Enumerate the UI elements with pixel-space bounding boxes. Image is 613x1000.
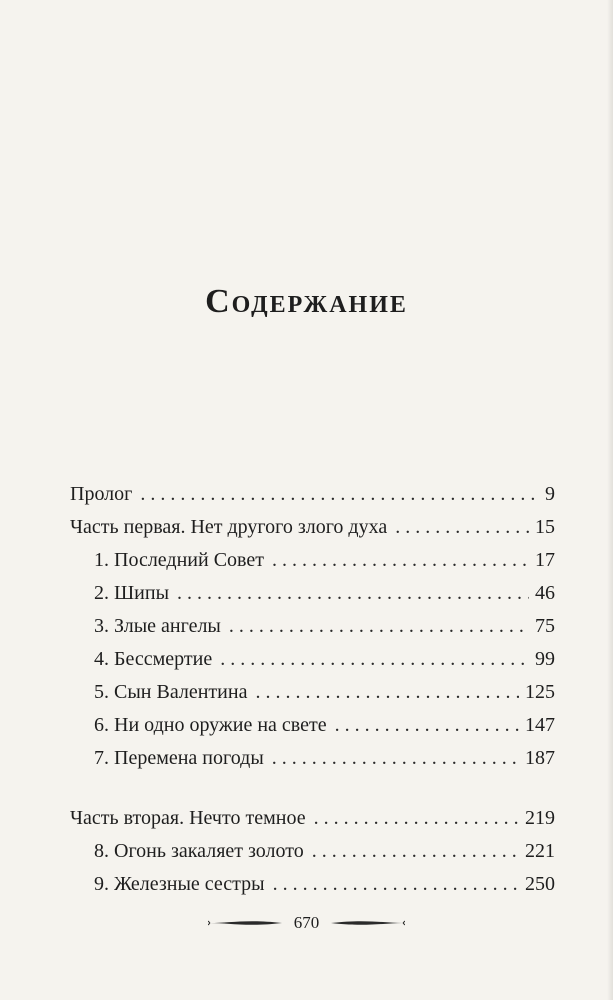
toc-entry-page: 221 [525,840,555,862]
toc-entry-page: 125 [525,681,555,703]
toc-entry-page: 219 [525,807,555,829]
page-edge-shadow [607,0,613,1000]
dot-leader [220,645,529,673]
dot-leader [335,711,519,739]
toc-entry-label: 6. Ни одно оружие на свете [94,714,327,736]
toc-entry-page: 250 [525,873,555,895]
toc-entry-label: 1. Последний Совет [94,549,264,571]
toc-entry-label: 2. Шипы [94,582,170,604]
toc-entry-page: 99 [535,648,555,670]
toc-entry-part-two [70,804,555,832]
flourish-right-icon [327,916,405,930]
toc-entry-label: 3. Злые ангелы [94,615,221,637]
toc-entry-chapter-7 [94,744,555,772]
toc-entry-chapter-1 [94,546,555,574]
toc-entry-label: Часть вторая. Нечто темное [70,807,306,829]
dot-leader [229,612,529,640]
page-number: 670 [293,913,320,932]
page-footer [0,911,613,935]
toc-entry-label: Часть первая. Нет другого злого духа [70,516,388,538]
toc-entry-label: 5. Сын Валентина [94,681,248,703]
toc-entry-prologue [70,480,555,508]
toc-entry-chapter-5 [94,678,555,706]
dot-leader [273,870,519,898]
toc-entry-label: 9. Железные сестры [94,873,265,895]
dot-leader [312,837,519,865]
toc-entry-chapter-8 [94,837,555,865]
dot-leader [272,546,529,574]
toc-entry-label: 8. Огонь закаляет золото [94,840,304,862]
dot-leader [395,513,529,541]
toc-entry-part-one [70,513,555,541]
dot-leader [177,579,529,607]
toc-entry-page: 9 [545,483,555,505]
dot-leader [140,480,539,508]
toc-entry-page: 187 [525,747,555,769]
dot-leader [314,804,519,832]
toc-entry-page: 17 [535,549,555,571]
flourish-left-icon [208,916,286,930]
toc-entry-chapter-2 [94,579,555,607]
dot-leader [272,744,519,772]
toc-entry-page: 75 [535,615,555,637]
toc-entry-page: 15 [535,516,555,538]
toc-entry-chapter-9 [94,870,555,898]
toc-entry-label: 4. Бессмертие [94,648,213,670]
dot-leader [255,678,519,706]
toc-entry-chapter-4 [94,645,555,673]
toc-entry-label: Пролог [70,483,133,505]
toc-entry-chapter-3 [94,612,555,640]
toc-entry-chapter-6 [94,711,555,739]
toc-entry-page: 46 [535,582,555,604]
toc-entry-page: 147 [525,714,555,736]
page-title: Содержание [205,282,408,320]
toc-entry-label: 7. Перемена погоды [94,747,264,769]
